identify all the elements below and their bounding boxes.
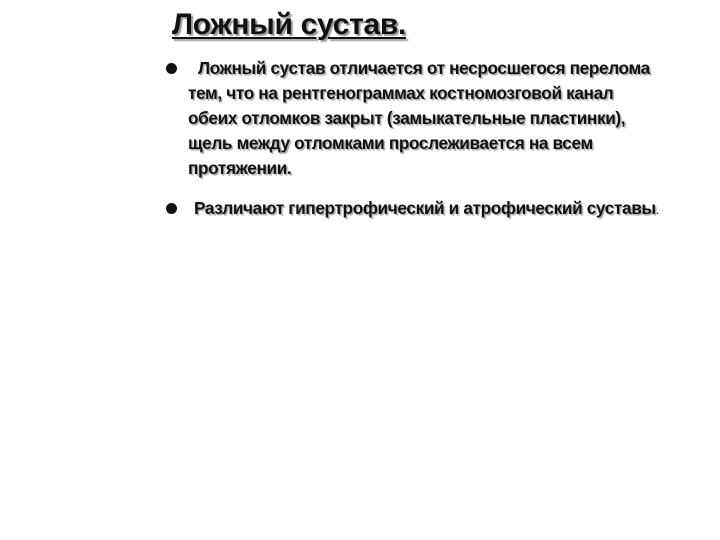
bullet-list [162,56,712,222]
slide-title: Ложный сустав. [172,8,407,41]
list-item [162,196,712,222]
list-item [162,56,712,181]
bullet-line [188,56,712,81]
bullet-line: обеих отломков закрыт (замыкательные пластинки), [188,108,626,128]
bullet-line: тем, что на рентгенограммах костномозговой канал [188,83,614,103]
bullet-trailing-period: . [655,202,660,217]
bullet-text [188,198,659,218]
bullet-text [188,56,712,181]
bullet-dot-icon [166,203,177,214]
bullet-line: щель между отломками прослеживается на всем [188,133,593,153]
bullet-line-text: Ложный сустав отличается от несросшегося перелома [198,58,650,78]
bullet-line-text: Различают гипертрофический и атрофический суставы [194,198,656,218]
bullet-dot-icon [166,63,177,74]
bullet-line: протяжении. [188,158,292,178]
